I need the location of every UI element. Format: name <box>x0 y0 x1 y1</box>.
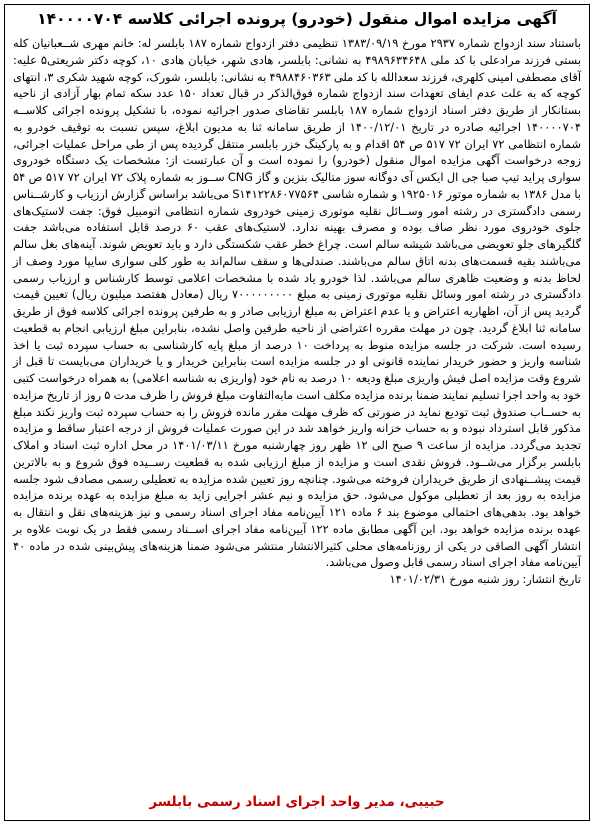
announcement-box <box>4 4 590 821</box>
signature: حبیبی، مدیر واحد اجرای اسناد رسمی بابلسر <box>149 794 445 810</box>
announcement-title: آگهی مزایده اموال منقول (خودرو) پرونده اجرائی کلاسه ۱۴۰۰۰۰۷۰۴ <box>37 10 557 28</box>
announcement-body <box>13 35 581 588</box>
announcement-text: باستناد سند ازدواج شماره ۲۹۳۷ مورخ ۱۳۸۳/۰۹/۱۹ تنظیمی دفتر ازدواج شماره ۱۸۷ بابلسر له: خانم مهری شــعبانیان کله بستی فرزند مرادعلی با کد ملی ۴۹۸۹۶۳۴۶۴۸ به نشانی: بابلسر، هادی شهر، خیابان هادی ۱۰، کوچه دکتر شریعتی۵ علیه: آقای مصطفی امینی کلهری، فرزند سعدالله با کد ملی ۴۹۸۸۴۶۰۳۶۳ به نشانی: بابلسر، شورک، کوچه شهید شکری ۳، انتهای کوچه که به علت عدم ایفای تعهدات سند ازدواج شماره فوق‌الذکر در قبال تعداد ۱۵۰ عدد سکه تمام بهار آزادی از ناحیه بستانکار از طریق دفتر اسناد ازدواج شماره ۱۸۷ بابلسر تقاضای صدور اجرائیه نموده، با تشکیل پرونده اجرائی کلاســه ۱۴۰۰۰۰۷۰۴ اجرائیه صادره در تاریخ ۱۴۰۰/۱۲/۰۱ از طریق سامانه ثنا به مدیون ابلاغ، سپس نسبت به توقیف خودرو به شماره انتظامی ۷۲ ایران ۷۲ ۵۱۷ ص ۵۴ اقدام و به پارکینگ خزر بابلسر منتقل گردیده پس از طی مراحل عملیات اجرائی، زوجه درخواست آگهی مزایده اموال منقول (خودرو) را نموده است و آن عبارتست از: مشخصات یک دستگاه خودروی سواری پراید تیپ صبا جی ال ایکس آی دوگانه سوز متالیک بنزین و گاز CNG ســوز به شماره پلاک ۷۲ ایران ۷۲ ۵۱۷ ص ۵۴ با مدل ۱۳۸۶ به شماره موتور ۱۹۲۵۰۱۶ و شماره شاسی S۱۴۱۲۲۸۶۰۷۷۵۶۴ می‌باشد براساس گزارش ارزیاب و کارشــناس رسمی دادگستری در رشته امور وســائل نقلیه موتوری زمینی خودروی شماره انتظامی اتومبیل فوق: جفت لاستیک‌های جلوی خودروی مورد نظر صاف بوده و مصرف بهینه ندارد. لاستیک‌های عقب ۶۰ درصد قابل استفاده می‌باشد جفت گلگیرهای جلو تعویضی می‌باشد شیشه سالم است. چراغ خطر عقب شکستگی دارد و باید تعویض شوند. آینه‌های بغل سالم می‌باشند بقیه قسمت‌های بدنه اتاق سالم می‌باشند. صندلی‌ها و سقف سالم‌اند به طور کلی سواری سایپا مورد وصف از لحاظ بدنه و وضعیت ظاهری سالم می‌باشد. لذا خودرو یاد شده با مشخصات اعلامی توسط کارشناس و ارزیاب رسمی دادگستری در رشته امور وسائل نقلیه موتوری زمینی به مبلغ ۷۰۰۰۰۰۰۰۰۰ ریال (معادل هفتصد میلیون ریال) تعیین قیمت گردید پس از آن، اظهاریه اعتراض و یا عدم اعتراض به مبلغ ارزیابی صادر و به طرفین پرونده اجرائی کلاسه فوق از طریق سامانه ثنا ابلاغ گردید. چون در مهلت مقرره اعتراضی از ناحیه طرفین واصل نشده، بنابراین مبلغ ارزیابی انجام به قطعیت رسیده است. شرکت در جلسه مزایده منوط به پرداخت ۱۰ درصد از مبلغ پایه کارشناسی به حساب سپرده ثبت یا اخذ شناسه واریز و حضور خریدار نماینده قانونی او در جلسه مزایده است بنابراین خریدار و یا خریداران می‌بایست تا قبل از شروع وقت مزایده اصل فیش واریزی مبلغ ودیعه ۱۰ درصد به نام خود (واریزی به شناسه اعلامی) به همراه درخواست کتبی خود به واحد اجرا تسلیم نمایند ضمنا برنده مزایده مکلف است مابه‌التفاوت مبلغ فروش را ظرف مدت ۵ روز از تاریخ مزایده به حســاب صندوق ثبت تودیع نماید در صورتی که ظرف مهلت مقرر مانده فروش را به حساب سپرده ثبت واریز نکند مبلغ مذکور قابل استرداد نبوده و به حساب خزانه واریز خواهد شد در این صورت عملیات فروش از درجه اعتبار ساقط و مزایده تجدید می‌گردد. مزایده از ساعت ۹ صبح الی ۱۲ ظهر روز چهارشنبه مورخ ۱۴۰۱/۰۳/۱۱ در محل اداره ثبت اسناد و املاک بابلسر برگزار می‌شــود. فروش نقدی است و مزایده از مبلغ ارزیابی شده به قطعیت رســیده فوق شروع و به بالاترین قیمت پیشــنهادی از طریق خریداران فروخته می‌شود. چنانچه روز تعیین شده مزایده به تعطیلی رسمی مصادف شود جلسه مزایده به روز بعد از تعطیلی موکول می‌شود. حق مزایده و نیم عشر اجرایی زاید به مبلغ مزایده به عهده برنده مزایده خواهد بود. بدهی‌های احتمالی موضوع بند ۶ ماده ۱۲۱ آیین‌نامه مفاد اجرای اسناد رسمی و نیز هزینه‌های نقل و انتقال به عهده برنده مزایده خواهد بود. این آگهی مطابق ماده ۱۲۲ آیین‌نامه مفاد اجرای اســناد رسمی فقط در یک نوبت علاوه بر انتشار آگهی الصاقی در یکی از روزنامه‌های محلی کثیرالانتشار منتشر می‌شود ضمنا هزینه‌های پیش‌بینی شده در ماده ۴۰ آیین‌نامه مفاد اجرای اسناد رسمی قابل وصول می‌باشد. <box>13 36 582 570</box>
publish-date: تاریخ انتشار: روز شنبه مورخ ۱۴۰۱/۰۲/۳۱ <box>389 572 581 586</box>
